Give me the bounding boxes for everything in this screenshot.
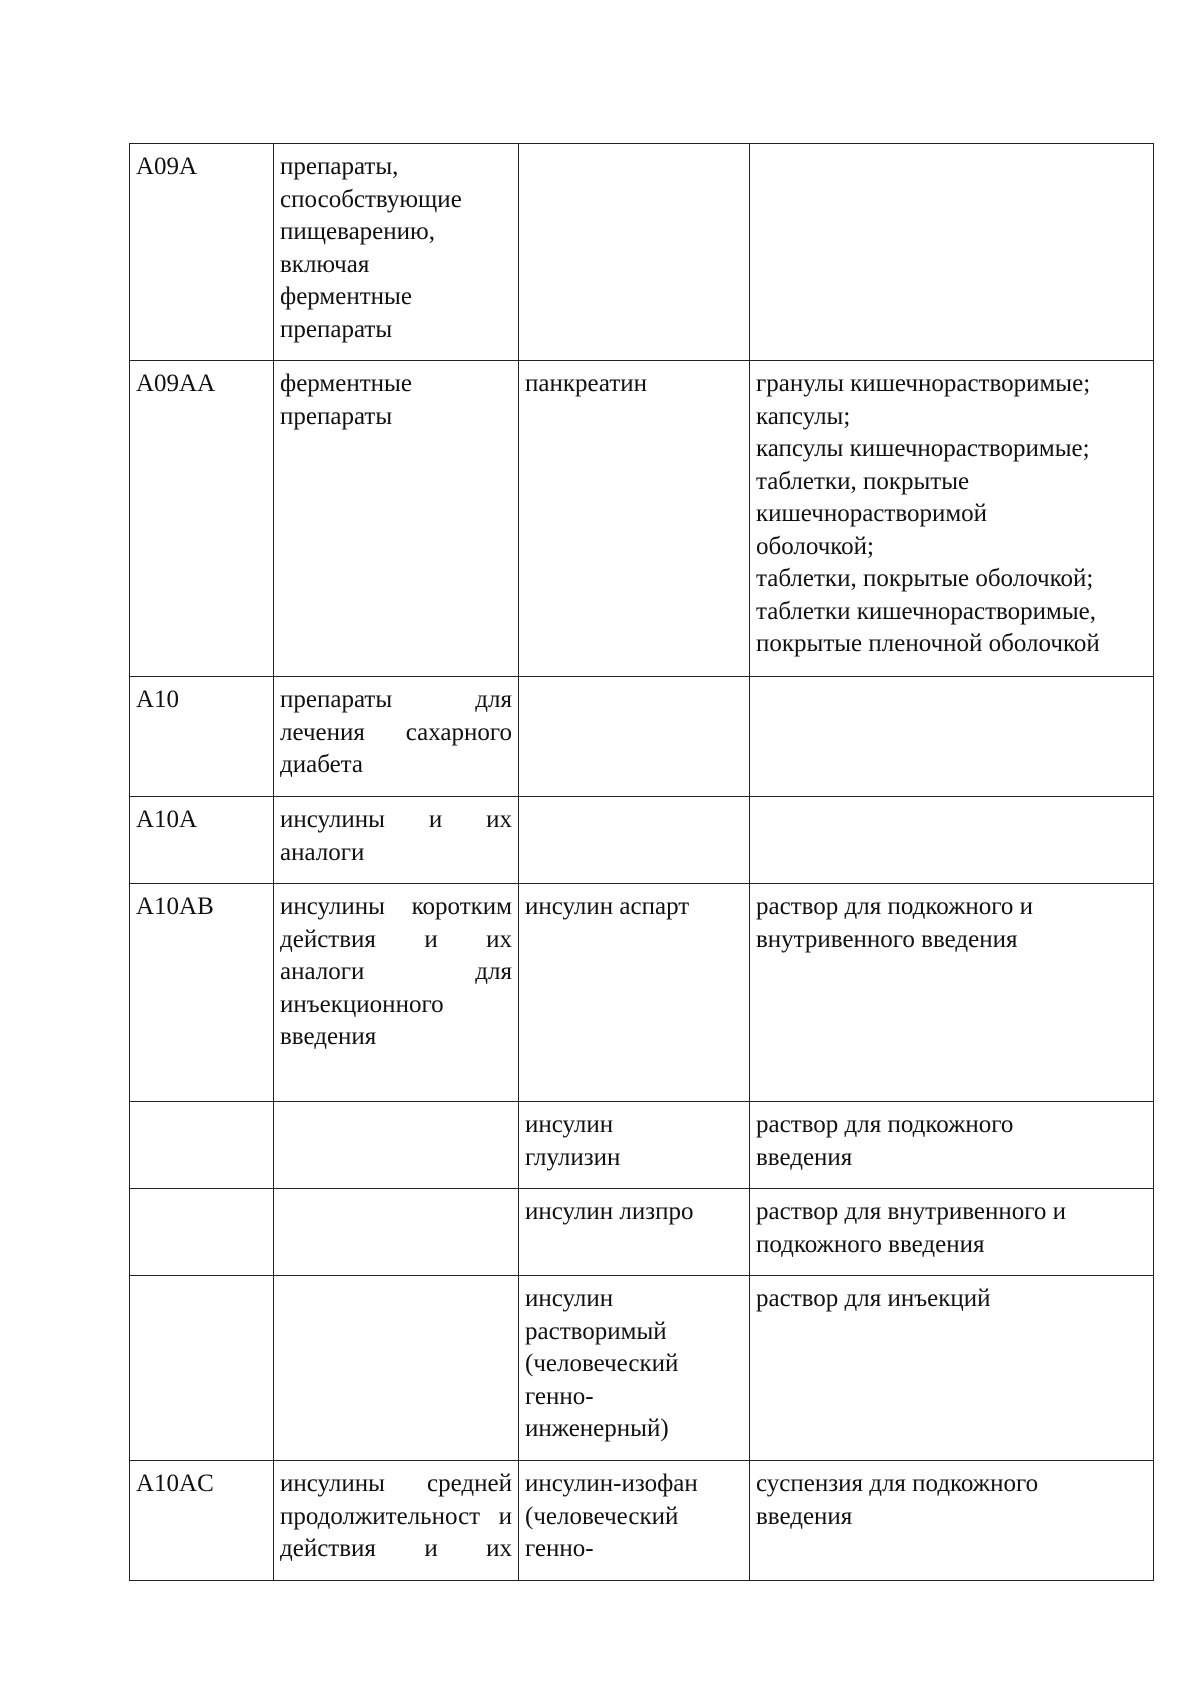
group-name-cell (274, 1102, 519, 1189)
dosage-forms-cell: раствор для внутривенного и подкожного введения (750, 1189, 1154, 1276)
group-name-cell: ферментные препараты (274, 361, 519, 677)
table-row (130, 797, 1154, 884)
table-row (130, 884, 1154, 1102)
table-row (130, 144, 1154, 361)
substance-cell: панкреатин (519, 361, 750, 677)
atc-code-cell (130, 1189, 274, 1276)
atc-code-cell: A10 (130, 677, 274, 797)
group-name-cell: препараты, способствующие пищеварению, включая ферментные препараты (274, 144, 519, 361)
table-row (130, 1461, 1154, 1581)
group-name-cell: инсулины средней продолжительност и действия и их (274, 1461, 519, 1581)
substance-cell (519, 797, 750, 884)
group-name-cell: инсулины и их аналоги (274, 797, 519, 884)
substance-cell: инсулин-изофан (человеческий генно- (519, 1461, 750, 1581)
dosage-forms-cell (750, 677, 1154, 797)
dosage-forms-cell (750, 144, 1154, 361)
dosage-forms-cell: суспензия для подкожного введения (750, 1461, 1154, 1581)
table-row (130, 1189, 1154, 1276)
table-row (130, 1102, 1154, 1189)
dosage-forms-cell: раствор для инъекций (750, 1276, 1154, 1461)
substance-cell: инсулин лизпро (519, 1189, 750, 1276)
substance-cell (519, 677, 750, 797)
atc-code-cell: A10A (130, 797, 274, 884)
atc-code-cell: A09AA (130, 361, 274, 677)
group-name-cell (274, 1189, 519, 1276)
dosage-forms-cell: раствор для подкожного введения (750, 1102, 1154, 1189)
atc-code-cell (130, 1276, 274, 1461)
atc-code-cell: A10AC (130, 1461, 274, 1581)
substance-cell (519, 144, 750, 361)
table-row (130, 361, 1154, 677)
group-name-cell: препараты для лечения сахарного диабета (274, 677, 519, 797)
substance-cell: инсулин растворимый (человеческий генно- инженерный) (519, 1276, 750, 1461)
table-row (130, 1276, 1154, 1461)
substance-cell: инсулин аспарт (519, 884, 750, 1102)
group-name-cell: инсулины коротким действия и их аналоги для инъекционного введения (274, 884, 519, 1102)
dosage-forms-cell (750, 797, 1154, 884)
substance-cell: инсулин глулизин (519, 1102, 750, 1189)
atc-code-cell (130, 1102, 274, 1189)
table-row (130, 677, 1154, 797)
atc-code-cell: A09A (130, 144, 274, 361)
group-name-cell (274, 1276, 519, 1461)
dosage-forms-cell: гранулы кишечнорастворимые; капсулы; капсулы кишечнорастворимые; таблетки, покрытые кишечнорастворимой оболочкой; таблетки, покрытые оболочкой; таблетки кишечнорастворимые, покрытые пленочной оболочкой (750, 361, 1154, 677)
drug-classification-table (129, 143, 1154, 1581)
atc-code-cell: A10AB (130, 884, 274, 1102)
dosage-forms-cell: раствор для подкожного и внутривенного введения (750, 884, 1154, 1102)
